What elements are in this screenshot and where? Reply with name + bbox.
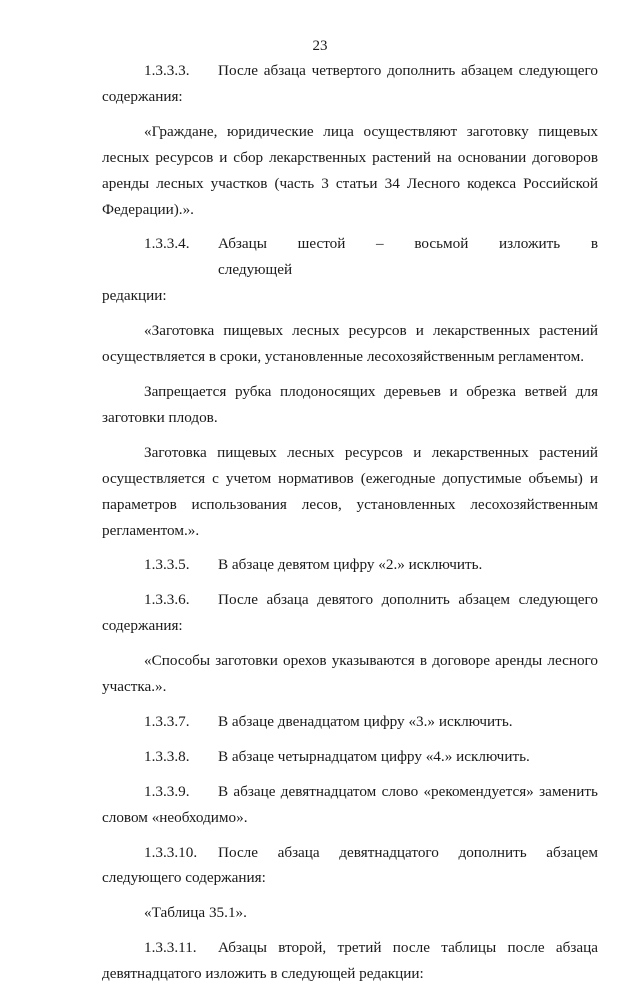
item-text: Абзацы шестой – восьмой изложить в следующей bbox=[218, 235, 598, 279]
item-number: 1.3.3.4. bbox=[144, 235, 190, 253]
item-text: В абзаце девятом цифру «2.» исключить. bbox=[218, 556, 483, 574]
paragraph-1-3-3-4 bbox=[102, 231, 598, 309]
paragraph-1-3-3-6 bbox=[102, 587, 598, 639]
document-body bbox=[102, 58, 598, 987]
item-number: 1.3.3.6. bbox=[144, 591, 190, 609]
quoted-paragraph: «Способы заготовки орехов указываются в договоре аренды лесного участка.». bbox=[102, 652, 598, 696]
item-text: В абзаце девятнадцатом слово «рекомендуется» заменить bbox=[218, 782, 598, 800]
page-number: 23 bbox=[312, 38, 328, 54]
paragraph-1-3-3-11 bbox=[102, 935, 598, 987]
item-continuation: словом «необходимо». bbox=[102, 808, 248, 826]
item-continuation: содержания: bbox=[102, 617, 183, 635]
text-paragraph: Заготовка пищевых лесных ресурсов и лекарственных растений осуществляется с учетом нормативов (ежегодные допустимые объемы) и параметров использования лесов, установленных лесохозяйственным регламентом.». bbox=[102, 443, 598, 539]
paragraph-1-3-3-8 bbox=[102, 744, 598, 770]
item-continuation: содержания: bbox=[102, 87, 183, 105]
paragraph-1-3-3-3 bbox=[102, 58, 598, 110]
paragraph-1-3-3-7 bbox=[102, 709, 598, 735]
item-number: 1.3.3.10. bbox=[144, 843, 198, 861]
item-text: В абзаце двенадцатом цифру «3.» исключить. bbox=[218, 712, 513, 730]
item-number: 1.3.3.3. bbox=[144, 62, 190, 79]
item-text: В абзаце четырнадцатом цифру «4.» исключить. bbox=[218, 747, 530, 765]
item-number: 1.3.3.7. bbox=[144, 712, 190, 730]
item-text: Абзацы второй, третий после таблицы после абзаца bbox=[218, 939, 598, 957]
item-number: 1.3.3.11. bbox=[144, 939, 197, 957]
paragraph-1-3-3-5 bbox=[102, 552, 598, 578]
quoted-paragraph: «Заготовка пищевых лесных ресурсов и лекарственных растений осуществляется в сроки, установленные лесохозяйственным регламентом. bbox=[102, 322, 598, 366]
item-number: 1.3.3.8. bbox=[144, 747, 190, 765]
quoted-paragraph: «Граждане, юридические лица осуществляют заготовку пищевых лесных ресурсов и сбор лекарственных растений на основании договоров аренды лесных участков (часть 3 статьи 34 Лесного кодекса Российской Федерации).». bbox=[102, 122, 598, 218]
item-continuation: следующего содержания: bbox=[102, 869, 266, 887]
table-reference: «Таблица 35.1». bbox=[144, 904, 247, 922]
item-text: После абзаца девятого дополнить абзацем следующего bbox=[218, 591, 598, 609]
item-text: После абзаца девятнадцатого дополнить абзацем bbox=[218, 843, 598, 861]
item-continuation: девятнадцатого изложить в следующей редакции: bbox=[102, 965, 424, 983]
paragraph-1-3-3-9 bbox=[102, 779, 598, 831]
item-number: 1.3.3.5. bbox=[144, 556, 190, 574]
paragraph-1-3-3-10 bbox=[102, 840, 598, 892]
item-text: После абзаца четвертого дополнить абзацем следующего bbox=[218, 62, 598, 79]
item-continuation: редакции: bbox=[102, 287, 167, 305]
text-paragraph: Запрещается рубка плодоносящих деревьев и обрезка ветвей для заготовки плодов. bbox=[102, 382, 598, 426]
item-number: 1.3.3.9. bbox=[144, 782, 190, 800]
